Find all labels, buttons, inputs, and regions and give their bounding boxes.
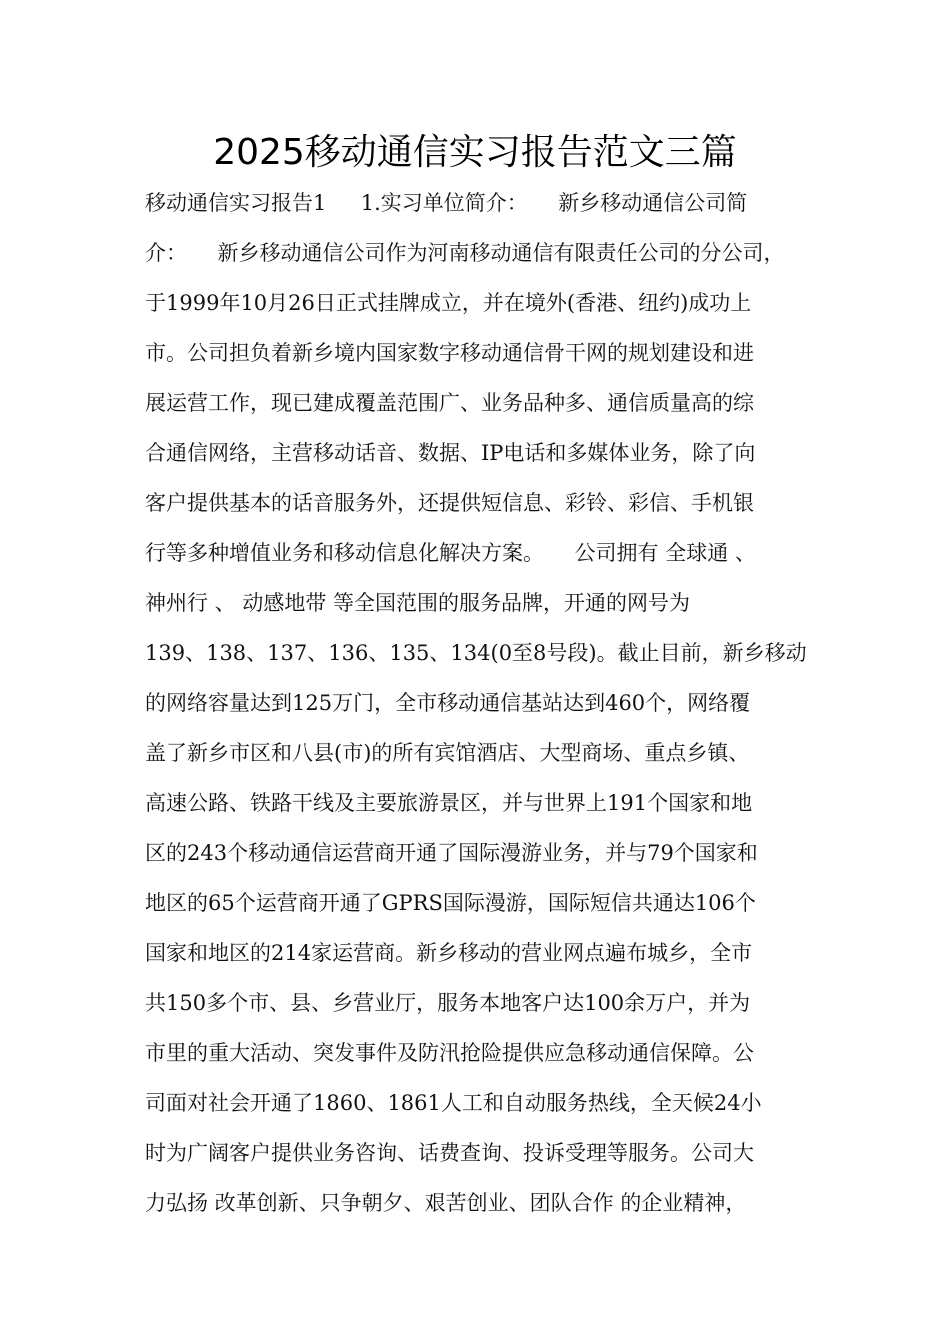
body-line: 展运营工作，现已建成覆盖范围广、业务品种多、通信质量高的综 bbox=[145, 391, 754, 415]
body-line: 市。公司担负着新乡境内国家数字移动通信骨干网的规划建设和进 bbox=[145, 341, 754, 365]
body-line: 国家和地区的214家运营商。新乡移动的营业网点遍布城乡，全市 bbox=[145, 941, 753, 965]
body-line: 高速公路、铁路干线及主要旅游景区，并与世界上191个国家和地 bbox=[145, 791, 753, 815]
body-line: 的网络容量达到125万门，全市移动通信基站达到460个，网络覆 bbox=[145, 691, 751, 715]
document-body bbox=[145, 178, 825, 1228]
body-line: 区的243个移动通信运营商开通了国际漫游业务，并与79个国家和 bbox=[145, 841, 758, 865]
body-line: 合通信网络，主营移动话音、数据、IP电话和多媒体业务，除了向 bbox=[145, 441, 756, 465]
body-line: 共150多个市、县、乡营业厅，服务本地客户达100余万户，并为 bbox=[145, 991, 751, 1015]
body-line: 139、138、137、136、135、134(0至8号段)。截止目前，新乡移动 bbox=[145, 641, 807, 665]
document-title: 2025移动通信实习报告范文三篇 bbox=[213, 132, 737, 173]
body-line: 于1999年10月26日正式挂牌成立，并在境外(香港、纽约)成功上 bbox=[145, 291, 752, 315]
body-line: 神州行 、 动感地带 等全国范围的服务品牌，开通的网号为 bbox=[145, 591, 691, 615]
body-line: 力弘扬 改革创新、只争朝夕、艰苦创业、团队合作 的企业精神， bbox=[145, 1191, 747, 1215]
body-line: 市里的重大活动、突发事件及防汛抢险提供应急移动通信保障。公 bbox=[145, 1041, 754, 1065]
body-line: 介： 新乡移动通信公司作为河南移动通信有限责任公司的分公司， bbox=[145, 241, 785, 265]
body-line: 地区的65个运营商开通了GPRS国际漫游，国际短信共通达106个 bbox=[145, 891, 756, 915]
body-line: 司面对社会开通了1860、1861人工和自动服务热线，全天候24小 bbox=[145, 1091, 762, 1115]
body-line: 客户提供基本的话音服务外，还提供短信息、彩铃、彩信、手机银 bbox=[145, 491, 754, 515]
body-line: 时为广阔客户提供业务咨询、话费查询、投诉受理等服务。公司大 bbox=[145, 1141, 754, 1165]
body-line: 移动通信实习报告1 1.实习单位简介： 新乡移动通信公司简 bbox=[145, 191, 748, 215]
body-line: 盖了新乡市区和八县(市)的所有宾馆酒店、大型商场、重点乡镇、 bbox=[145, 741, 750, 765]
body-line: 行等多种增值业务和移动信息化解决方案。 公司拥有 全球通 、 bbox=[145, 541, 756, 565]
